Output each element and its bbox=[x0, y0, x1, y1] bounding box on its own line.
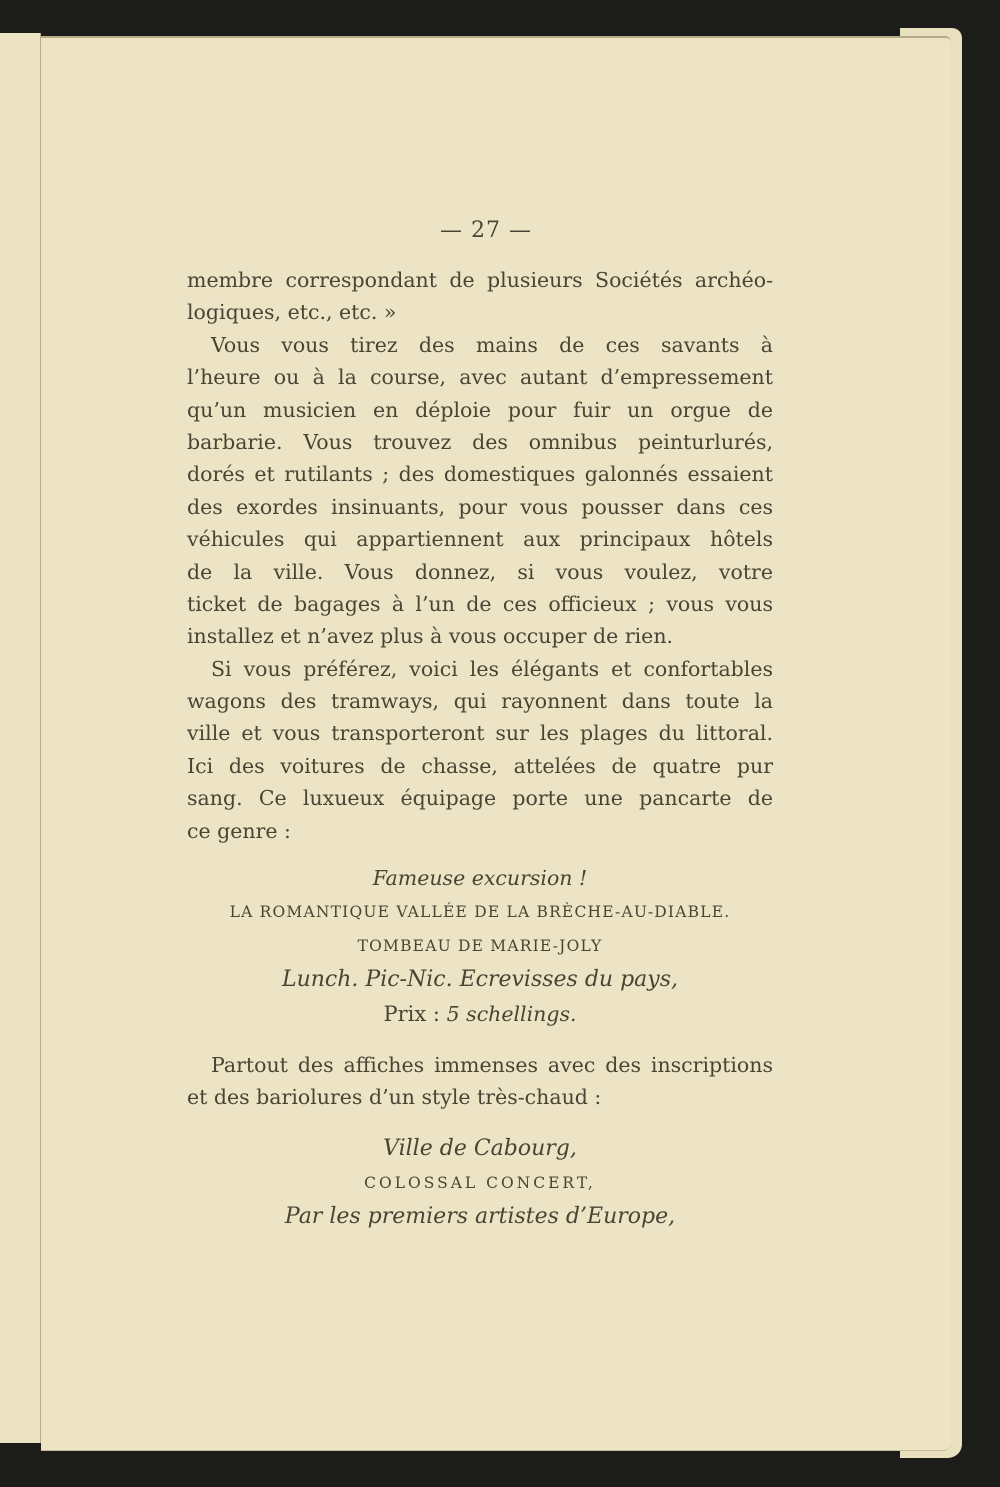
poster-line: Lunch. Pic-Nic. Ecrevisses du pays, bbox=[281, 967, 679, 993]
poster-line: Par les premiers artistes d’Europe, bbox=[284, 1203, 676, 1229]
poster-excursion bbox=[187, 861, 773, 1031]
spacer bbox=[187, 1031, 773, 1049]
text-line: de la ville. Vous donnez, si vous voulez, votre bbox=[187, 559, 773, 584]
spacer bbox=[187, 1114, 773, 1132]
paragraph-4 bbox=[187, 1049, 773, 1114]
poster-line: LA ROMANTIQUE VALLÉE DE LA BRÈCHE-AU-DIABLE. bbox=[229, 903, 731, 922]
text-line: barbarie. Vous trouvez des omnibus peinturlurés, bbox=[187, 429, 773, 454]
text-line: Si vous préférez, voici les élégants et confortables bbox=[211, 656, 773, 681]
text-line: membre correspondant de plusieurs Sociétés archéo- bbox=[187, 268, 773, 292]
text-line: ce genre : bbox=[187, 818, 291, 843]
text-line: ville et vous transporteront sur les plages du littoral. bbox=[187, 721, 773, 746]
price-value: 5 schellings. bbox=[446, 1002, 577, 1027]
poster-line: COLOSSAL CONCERT, bbox=[364, 1173, 596, 1192]
page-text bbox=[187, 216, 773, 1234]
text-line: Vous vous tirez des mains de ces savants à bbox=[211, 332, 773, 357]
text-line: des exordes insinuants, pour vous pousser dans ces bbox=[187, 494, 773, 519]
poster-title: Ville de Cabourg, bbox=[383, 1135, 577, 1161]
poster-title: Fameuse excursion ! bbox=[372, 866, 588, 891]
paragraph-2 bbox=[187, 329, 773, 653]
text-line: dorés et rutilants ; des domestiques galonnés essaient bbox=[187, 462, 773, 487]
text-line: véhicules qui appartiennent aux principaux hôtels bbox=[187, 527, 773, 552]
text-line: logiques, etc., etc. » bbox=[187, 300, 397, 325]
paragraph-3 bbox=[187, 653, 773, 847]
text-line: sang. Ce luxueux équipage porte une pancarte de bbox=[187, 786, 773, 811]
text-line: wagons des tramways, qui rayonnent dans toute la bbox=[187, 689, 773, 714]
facing-page-edge bbox=[0, 33, 41, 1443]
spacer bbox=[187, 847, 773, 861]
text-line: Partout des affiches immenses avec des inscriptions bbox=[211, 1053, 773, 1078]
paragraph-1 bbox=[187, 264, 773, 329]
text-line: l’heure ou à la course, avec autant d’empressement bbox=[187, 365, 773, 390]
price-label: Prix : bbox=[383, 1002, 447, 1027]
text-line: ticket de bagages à l’un de ces officieux ; vous vous bbox=[187, 591, 773, 616]
text-line: qu’un musicien en déploie pour fuir un orgue de bbox=[187, 397, 773, 422]
poster-price bbox=[187, 997, 773, 1031]
text-line: Ici des voitures de chasse, attelées de quatre pur bbox=[187, 753, 773, 778]
book-page bbox=[41, 36, 951, 1451]
text-line: installez et n’avez plus à vous occuper de rien. bbox=[187, 624, 674, 649]
poster-line: TOMBEAU DE MARIE-JOLY bbox=[357, 937, 603, 956]
page-number: — 27 — bbox=[440, 218, 532, 243]
poster-concert bbox=[187, 1132, 773, 1234]
text-line: et des bariolures d’un style très-chaud : bbox=[187, 1085, 602, 1110]
